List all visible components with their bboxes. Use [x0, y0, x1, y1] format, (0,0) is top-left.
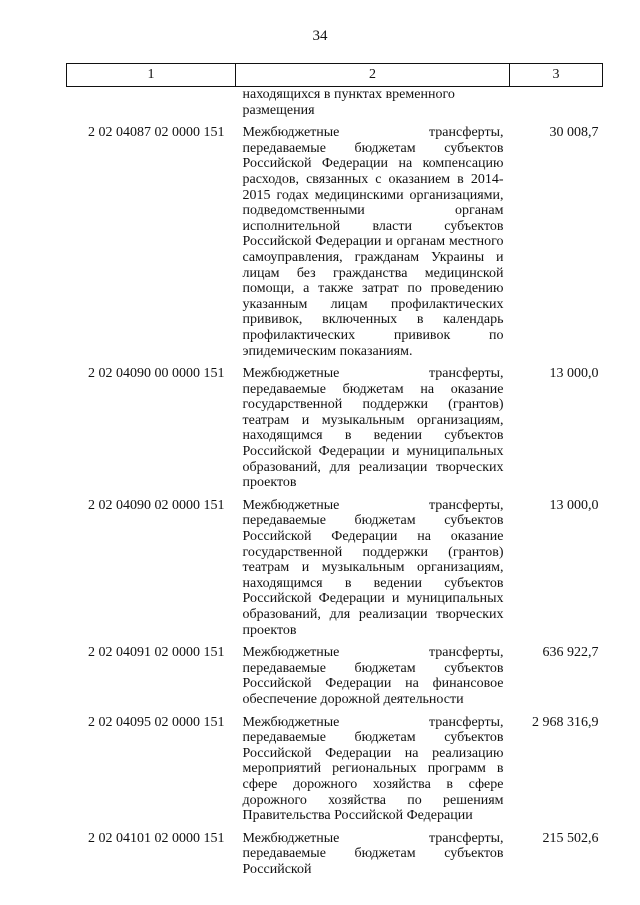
table-row [67, 715, 603, 831]
row-code: 2 02 04087 02 0000 151 [88, 125, 225, 141]
table-body [67, 87, 603, 885]
row-amount [510, 87, 603, 126]
row-description: Межбюджетные трансферты, передаваемые бюджетам субъектов Российской Федерации на оказание государственной поддержки (грантов) театрам и музыкальным организациям, находящимся в ведении субъектов Российской Федерации и муниципальных образований, для реализации творческих проектов [242, 497, 504, 638]
table-row [67, 125, 603, 366]
table-row [67, 831, 603, 885]
header-row [67, 64, 603, 87]
row-description: находящихся в пунктах временного размещения [242, 87, 455, 118]
row-description: Межбюджетные трансферты, передаваемые бюджетам субъектов Российской Федерации на компенсацию расходов, связанных с оказанием в 2014-2015 годах медицинскими организациями, подведомственными органам исполнительной власти субъектов Российской Федерации и органам местного самоуправления, гражданам Украины и лицам без гражданства медицинской помощи, а также затрат по проведению указанным лицам профилактических прививок, включенных в календарь профилактических прививок по эпидемическим показаниям. [242, 125, 504, 359]
row-code [67, 87, 236, 126]
row-code: 2 02 04101 02 0000 151 [88, 830, 225, 846]
table-header [67, 64, 603, 87]
table-row [67, 87, 603, 126]
budget-table-container [66, 63, 602, 885]
budget-table [66, 63, 603, 885]
table-row [67, 498, 603, 645]
row-code: 2 02 04095 02 0000 151 [88, 714, 225, 730]
row-description: Межбюджетные трансферты, передаваемые бюджетам субъектов Российской Федерации на реализацию мероприятий региональных программ в сфере дорожного хозяйства в сфере дорожного хозяйства по решениям Правительства Российской Федерации [242, 714, 504, 824]
row-code: 2 02 04090 02 0000 151 [88, 497, 225, 513]
page-number: 34 [312, 28, 328, 44]
table-row [67, 645, 603, 714]
header-col-2: 2 [236, 64, 510, 87]
header-col-3: 3 [510, 64, 603, 87]
row-amount: 2 968 316,9 [532, 714, 599, 730]
row-code: 2 02 04091 02 0000 151 [88, 645, 225, 661]
row-amount: 13 000,0 [549, 366, 599, 382]
row-amount: 636 922,7 [542, 645, 599, 661]
row-amount: 215 502,6 [542, 830, 599, 846]
row-amount: 30 008,7 [549, 125, 599, 141]
table-row [67, 366, 603, 498]
row-amount: 13 000,0 [549, 497, 599, 513]
row-description: Межбюджетные трансферты, передаваемые бюджетам субъектов Российской [242, 830, 504, 877]
row-description: Межбюджетные трансферты, передаваемые бюджетам на оказание государственной поддержки (грантов) театрам и музыкальным организациям, находящимся в ведении субъектов Российской Федерации и муниципальных образований, для реализации творческих проектов [242, 366, 504, 491]
row-description: Межбюджетные трансферты, передаваемые бюджетам субъектов Российской Федерации на финансовое обеспечение дорожной деятельности [242, 645, 504, 707]
row-code: 2 02 04090 00 0000 151 [88, 366, 225, 382]
header-col-1: 1 [67, 64, 236, 87]
